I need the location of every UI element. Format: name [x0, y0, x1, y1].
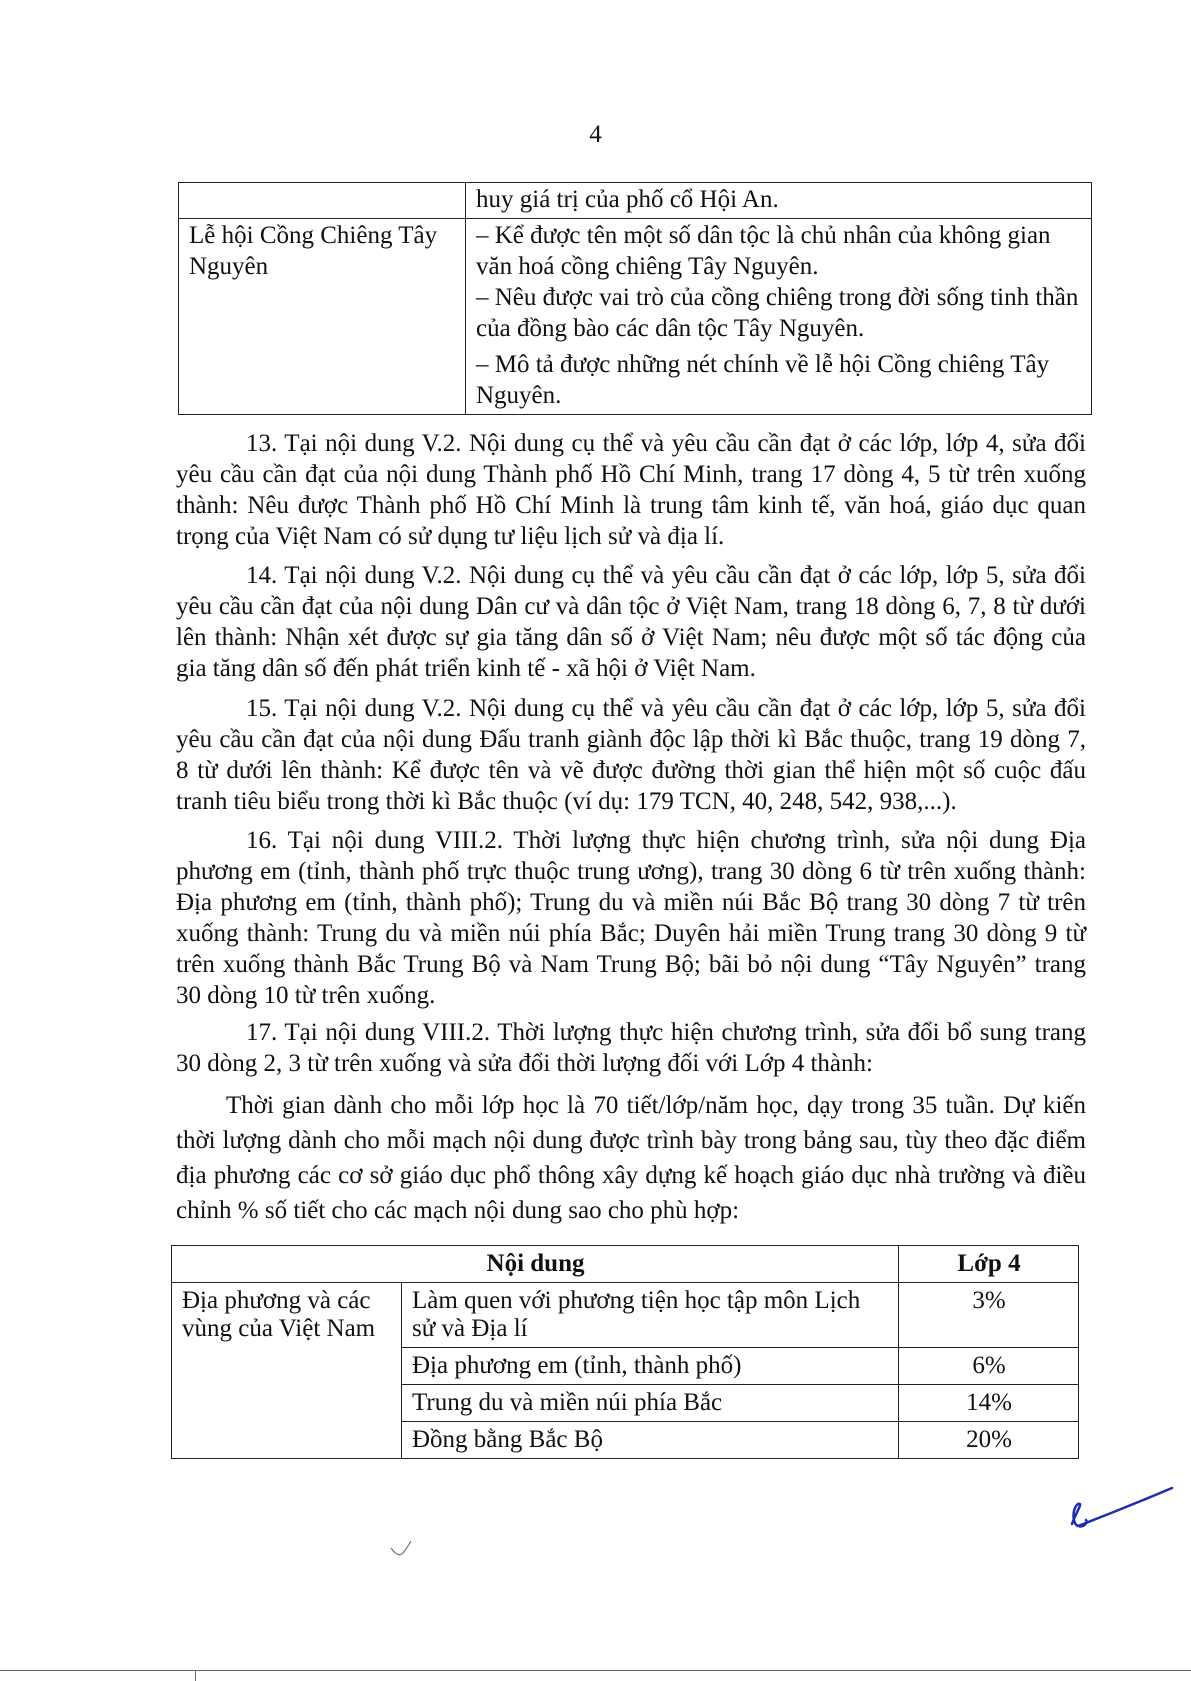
table-row	[179, 183, 1092, 219]
table-row	[179, 219, 1092, 415]
topic-cell: Trung du và miền núi phía Bắc	[402, 1385, 899, 1422]
initials-signature	[1064, 1484, 1174, 1534]
requirement-line: – Mô tả được những nét chính về lễ hội Cồng chiêng Tây Nguyên.	[476, 351, 1050, 409]
requirement-line: – Nêu được vai trò của cồng chiêng trong đời sống tinh thần của đồng bào các dân tộc Tây Nguyên.	[476, 284, 1079, 342]
topic-cell	[179, 183, 466, 219]
check-mark-icon	[390, 1540, 412, 1558]
criteria-table	[178, 182, 1092, 415]
paragraph-text: 16. Tại nội dung VIII.2. Thời lượng thực hiện chương trình, sửa nội dung Địa phương em (tỉnh, thành phố trực thuộc trung ương), trang 30 dòng 6 từ trên xuống thành: Địa phương em (tỉnh, thành phố); Trung du và miền núi Bắc Bộ trang 30 dòng 7 từ trên xuống thành: Trung du và miền núi phía Bắc; Duyên hải miền Trung trang 30 dòng 9 từ trên xuống thành Bắc Trung Bộ và Nam Trung Bộ; bãi bỏ nội dung “Tây Nguyên” trang 30 dòng 10 từ trên xuống.	[176, 827, 1086, 1009]
percentage-cell: 3%	[899, 1283, 1079, 1348]
topic-cell: Làm quen với phương tiện học tập môn Lịch sử và Địa lí	[402, 1283, 899, 1348]
topic-cell: Lễ hội Cồng Chiêng Tây Nguyên	[179, 219, 466, 415]
percentage-cell: 6%	[899, 1348, 1079, 1385]
group-cell: Địa phương và các vùng của Việt Nam	[172, 1283, 402, 1459]
requirement-line: huy giá trị của phố cổ Hội An.	[476, 186, 779, 213]
header-content: Nội dung	[172, 1246, 899, 1283]
table-header-row	[172, 1246, 1079, 1283]
amendment-15	[176, 693, 1086, 817]
amendment-17	[176, 1017, 1086, 1079]
amendment-16	[176, 825, 1086, 1011]
time-allocation-paragraph	[176, 1088, 1086, 1228]
paragraph-text: 13. Tại nội dung V.2. Nội dung cụ thể và yêu cầu cần đạt ở các lớp, lớp 4, sửa đổi yêu cầu cần đạt của nội dung Thành phố Hồ Chí Minh, trang 17 dòng 4, 5 từ trên xuống thành: Nêu được Thành phố Hồ Chí Minh là trung tâm kinh tế, văn hoá, giáo dục quan trọng của Việt Nam có sử dụng tư liệu lịch sử và địa lí.	[176, 430, 1086, 550]
percentage-cell: 20%	[899, 1422, 1079, 1459]
paragraph-text: 14. Tại nội dung V.2. Nội dung cụ thể và yêu cầu cần đạt ở các lớp, lớp 5, sửa đổi yêu cầu cần đạt của nội dung Dân cư và dân tộc ở Việt Nam, trang 18 dòng 6, 7, 8 từ dưới lên thành: Nhận xét được sự gia tăng dân số ở Việt Nam; nêu được một số tác động của gia tăng dân số đến phát triển kinh tế - xã hội ở Việt Nam.	[176, 562, 1086, 682]
amendment-14	[176, 560, 1086, 684]
paragraph-text: Thời gian dành cho mỗi lớp học là 70 tiết/lớp/năm học, dạy trong 35 tuần. Dự kiến thời lượng dành cho mỗi mạch nội dung được trình bày trong bảng sau, tùy theo đặc điểm địa phương các cơ sở giáo dục phổ thông xây dựng kế hoạch giáo dục nhà trường và điều chỉnh % số tiết cho các mạch nội dung sao cho phù hợp:	[176, 1092, 1086, 1224]
header-grade: Lớp 4	[899, 1246, 1079, 1283]
paragraph-text: 17. Tại nội dung VIII.2. Thời lượng thực hiện chương trình, sửa đổi bổ sung trang 30 dòng 2, 3 từ trên xuống và sửa đổi thời lượng đối với Lớp 4 thành:	[176, 1019, 1086, 1077]
percentage-cell: 14%	[899, 1385, 1079, 1422]
amendment-13	[176, 428, 1086, 552]
paragraph-text: 15. Tại nội dung V.2. Nội dung cụ thể và yêu cầu cần đạt ở các lớp, lớp 5, sửa đổi yêu cầu cần đạt của nội dung Đấu tranh giành độc lập thời kì Bắc thuộc, trang 19 dòng 7, 8 từ dưới lên thành: Kể được tên và vẽ được đường thời gian thể hiện một số cuộc đấu tranh tiêu biểu trong thời kì Bắc thuộc (ví dụ: 179 TCN, 40, 248, 542, 938,...).	[176, 695, 1086, 815]
topic-cell: Đồng bằng Bắc Bộ	[402, 1422, 899, 1459]
requirement-line: – Kể được tên một số dân tộc là chủ nhân của không gian văn hoá cồng chiêng Tây Nguyên.	[476, 222, 1051, 280]
time-allocation-table	[171, 1245, 1079, 1459]
page-number: 4	[589, 121, 602, 148]
requirement-cell	[466, 219, 1092, 415]
topic-cell: Địa phương em (tỉnh, thành phố)	[402, 1348, 899, 1385]
table-row	[172, 1283, 1079, 1348]
footer-rule	[0, 1670, 1191, 1671]
footer-divider	[195, 1670, 196, 1681]
requirement-cell	[466, 183, 1092, 219]
